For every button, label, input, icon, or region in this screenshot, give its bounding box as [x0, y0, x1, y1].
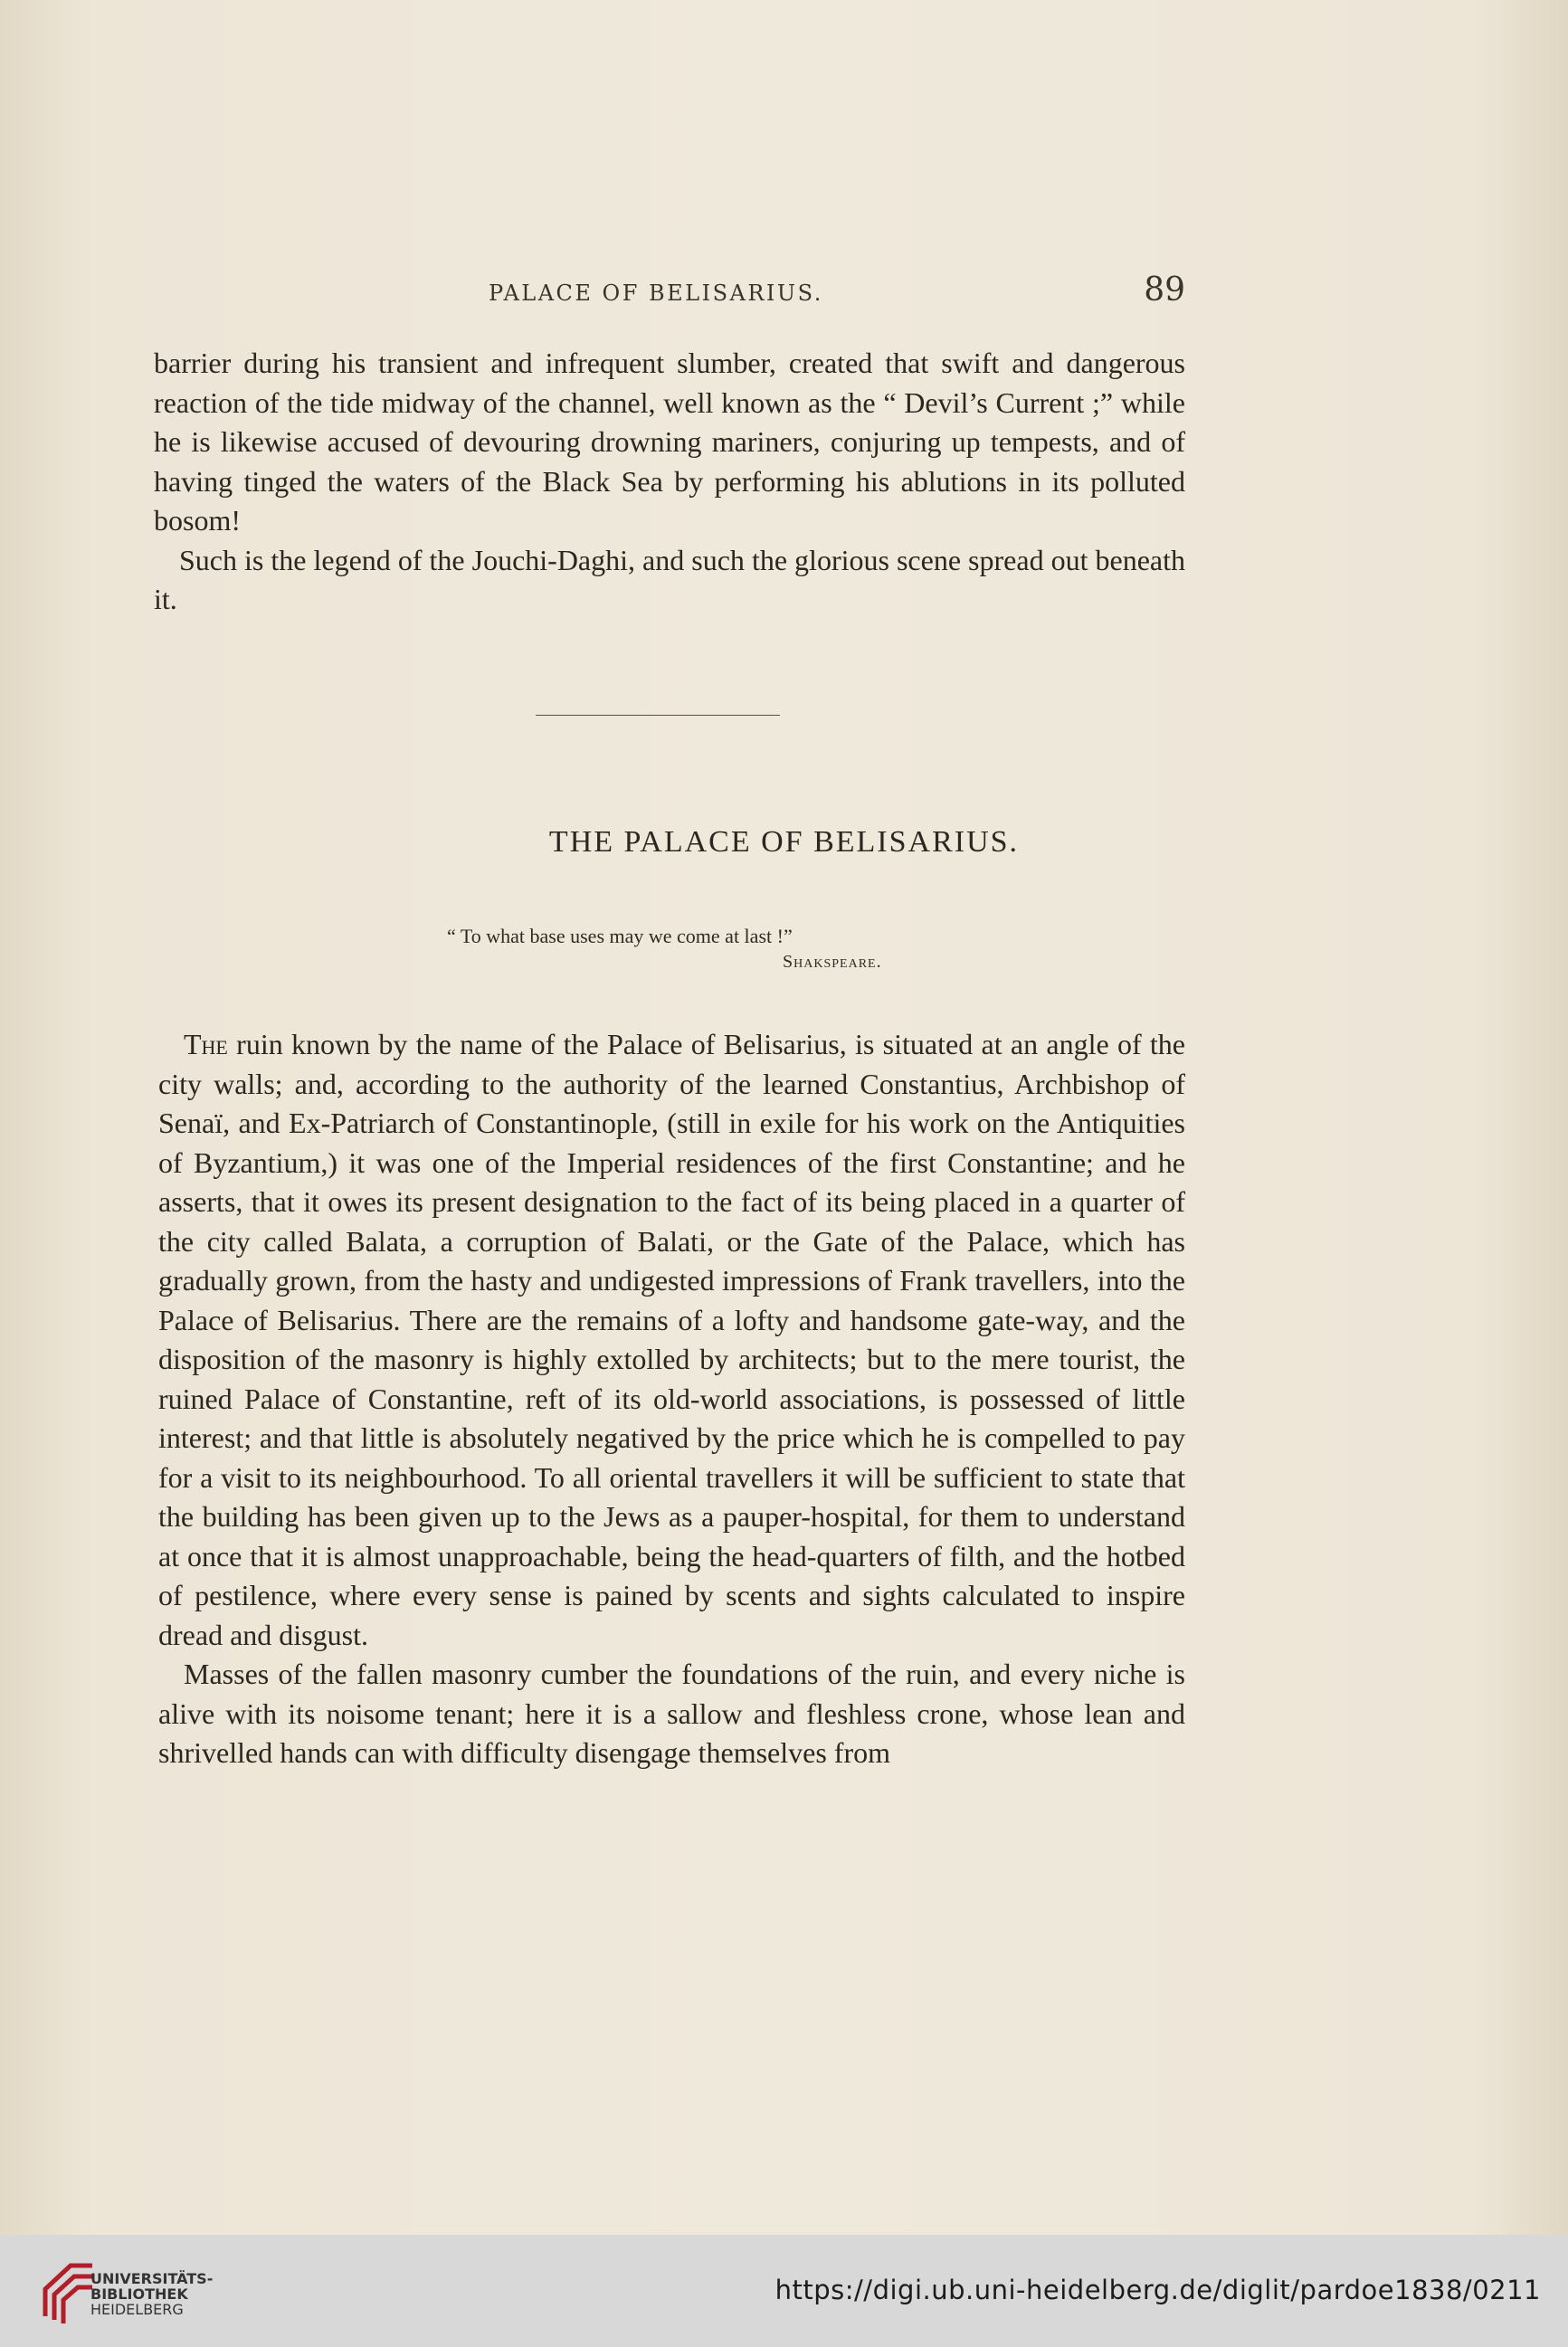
- paragraph: barrier during his transient and infrequent slumber, created that swift and dangerous reaction of the tide midway of the channel, well known as the “ Devil’s Current ;” while he is likewise accused of devouring drowning mariners, conjuring up tempests, and of having tinged the waters of the Black Sea by performing his ablutions in its polluted bosom!: [154, 347, 1185, 537]
- section-divider: [536, 715, 780, 716]
- library-name-line: BIBLIOTHEK: [90, 2285, 188, 2303]
- paragraph: Such is the legend of the Jouchi-Daghi, and such the glorious scene spread out beneath it.: [154, 543, 1185, 615]
- digitization-footer: [0, 2235, 1568, 2347]
- lead-word: The: [184, 1028, 228, 1060]
- page-number: 89: [1144, 271, 1185, 309]
- section-title: THE PALACE OF BELISARIUS.: [548, 825, 1020, 859]
- main-text: [158, 1025, 1185, 1773]
- library-name: [90, 2271, 213, 2317]
- permalink-url[interactable]: https://digi.ub.uni-heidelberg.de/diglit/pardoe1838/0211: [774, 2275, 1541, 2305]
- library-name-line: HEIDELBERG: [90, 2301, 184, 2318]
- paragraph: Masses of the fallen masonry cumber the foundations of the ruin, and every niche is alive with its noisome tenant; here it is a sallow and fleshless crone, whose lean and shrivelled hands can with difficulty disengage themselves from: [158, 1658, 1185, 1769]
- library-name-line: UNIVERSITÄTS-: [90, 2270, 214, 2287]
- paragraph-text: ruin known by the name of the Palace of Belisarius, is situated at an angle of the city walls; and, according to the authority of the learned Constantius, Archbishop of Senaï, and Ex-Patriarch of Constantinople, (still in exile for his work on the Antiquities of Byzantium,) it was one of the Imperial residences of the first Constantine; and he asserts, that it owes its present designation to the fact of its being placed in a quarter of the city called Balata, a corruption of Balati, or the Gate of the Palace, which has gradually grown, from the hasty and undigested impressions of Frank travellers, into the Palace of Belisarius. There are the remains of a lofty and handsome gate-way, and the disposition of the masonry is highly extolled by architects; but to the mere tourist, the ruined Palace of Constantine, reft of its old-world associations, is possessed of little interest; and that little is absolutely negatived by the price which he is compelled to pay for a visit to its neighbourhood. To all oriental travellers it will be sufficient to state that the building has been given up to the Jews as a pauper-hospital, for them to understand at once that it is almost unapproachable, being the head-quarters of filth, and the hotbed of pestilence, where every sense is pained by scents and sights calculated to inspire dread and disgust.: [158, 1028, 1185, 1651]
- epigraph-author: Shakspeare.: [783, 952, 882, 972]
- opening-text: [154, 344, 1185, 620]
- running-head: [154, 271, 1185, 317]
- paragraph: [158, 1025, 1185, 1655]
- epigraph-quote: “ To what base uses may we come at last !”: [447, 925, 793, 947]
- running-title: PALACE OF BELISARIUS.: [489, 280, 823, 306]
